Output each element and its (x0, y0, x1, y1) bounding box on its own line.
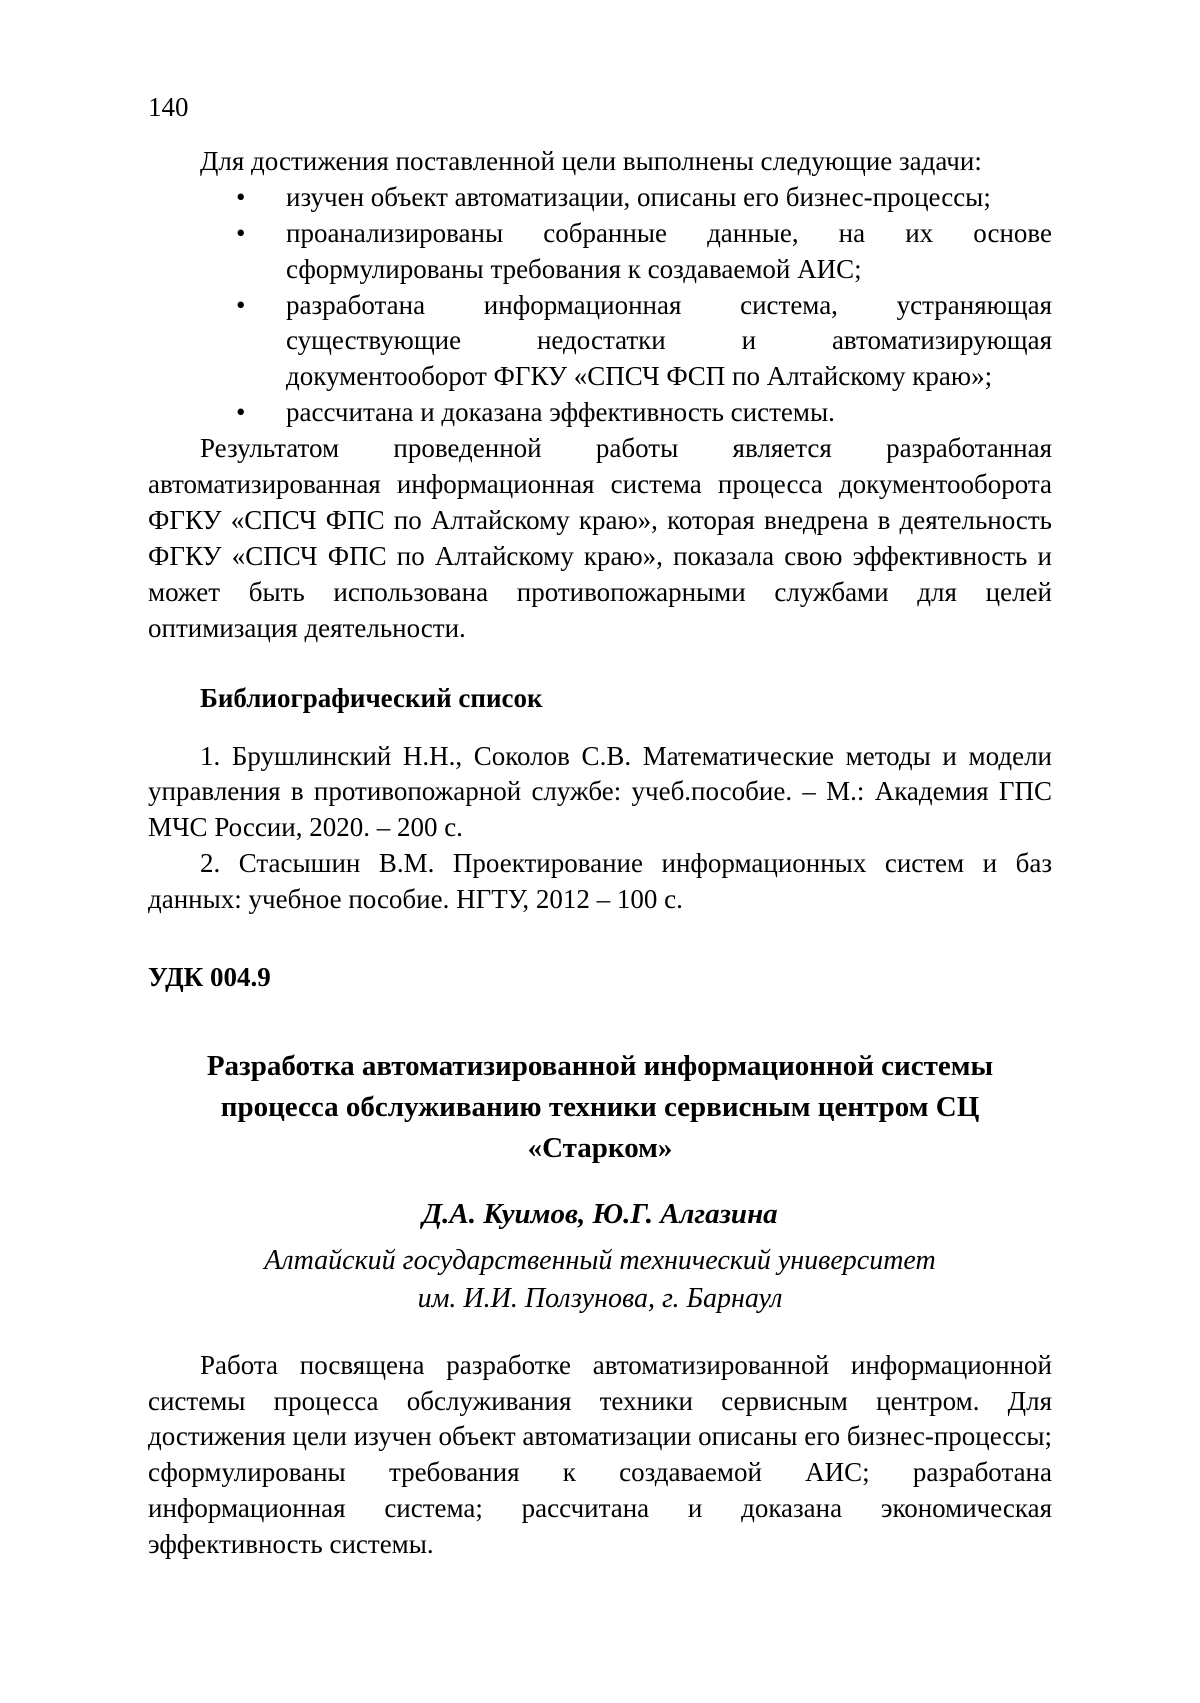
list-item-text: изучен объект автоматизации, описаны его бизнес-процессы; (286, 181, 991, 212)
bibliography-entry: 2. Стасышин В.М. Проектирование информационных систем и баз данных: учебное пособие. НГТУ, 2012 – 100 с. (148, 848, 1052, 915)
bullet-icon: • (236, 181, 246, 212)
article-authors: Д.А. Куимов, Ю.Г. Алгазина (422, 1198, 778, 1231)
bullet-icon: • (236, 289, 246, 320)
list-item (236, 180, 1052, 216)
list-item-text: рассчитана и доказана эффективность системы. (286, 397, 835, 428)
udc-code: УДК 004.9 (148, 962, 271, 993)
list-item (236, 288, 1052, 396)
bibliography-entry: 1. Брушлинский Н.Н., Соколов С.В. Математические методы и модели управления в противопожарной службе: учеб.пособие. – М.: Академия ГПС МЧС России, 2020. – 200 с. (148, 740, 1052, 843)
article-title: Разработка автоматизированной информационной системы процесса обслуживанию техники сервисным центром СЦ «Старком» (206, 1049, 994, 1165)
affiliation-line: Алтайский государственный технический университет (264, 1245, 936, 1277)
bullet-icon: • (236, 397, 246, 428)
tasks-list (148, 180, 1052, 431)
abstract-paragraph: Работа посвящена разработке автоматизированной информационной системы процесса обслуживания техники сервисным центром. Для достижения цели изучен объект автоматизации описаны его бизнес-процессы; сформулированы требования к создаваемой АИС; разработана информационная система; рассчитана и доказана экономическая эффективность системы. (148, 1349, 1052, 1560)
list-item (236, 216, 1052, 288)
affiliation-line: им. И.И. Ползунова, г. Барнаул (417, 1282, 783, 1314)
bullet-icon: • (236, 217, 246, 248)
bibliography-heading: Библиографический список (200, 682, 543, 713)
article-affiliation (148, 1242, 1052, 1318)
page-number: 140 (148, 92, 189, 122)
tasks-intro-paragraph: Для достижения поставленной цели выполнены следующие задачи: (200, 145, 982, 176)
result-paragraph: Результатом проведенной работы является разработанная автоматизированная информационная система процесса документооборота ФГКУ «СПСЧ ФПС по Алтайскому краю», которая внедрена в деятельность ФГКУ «СПСЧ ФПС по Алтайскому краю», показала свою эффективность и может быть использована противопожарными службами для целей оптимизация деятельности. (148, 433, 1052, 643)
list-item (236, 395, 1052, 431)
list-item-text: проанализированы собранные данные, на их основе сформулированы требования к создаваемой АИС; (286, 217, 1052, 284)
list-item-text: разработана информационная система, устраняющая существующие недостатки и автоматизирующая документооборот ФГКУ «СПСЧ ФСП по Алтайскому краю»; (286, 289, 1052, 392)
